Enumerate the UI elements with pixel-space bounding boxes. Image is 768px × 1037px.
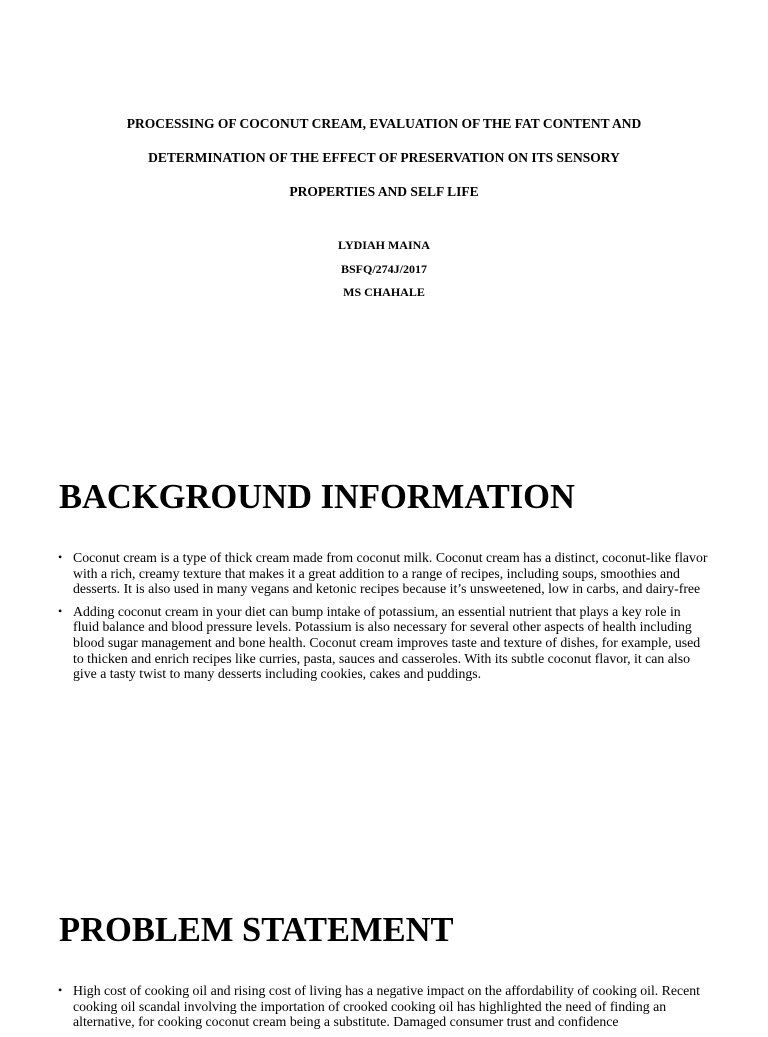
list-item — [58, 550, 708, 597]
document-title — [60, 114, 708, 216]
author-name: LYDIAH MAINA — [338, 238, 430, 252]
list-item — [58, 604, 708, 682]
author-block — [60, 237, 708, 308]
list-item-text: Coconut cream is a type of thick cream made from coconut milk. Coconut cream has a distinct, coconut-like flavor with a rich, creamy texture that makes it a great addition to a range of recipes, including soups, smoothies and desserts. It is also used in many vegans and ketonic recipes because it’s unsweetened, low in carbs, and dairy-free — [73, 550, 708, 597]
list-item-text: Adding coconut cream in your diet can bump intake of potassium, an essential nutrient that plays a key role in fluid balance and blood pressure levels. Potassium is also necessary for several other aspects of health including blood sugar management and bone health. Coconut cream improves taste and texture of dishes, for example, used to thicken and enrich recipes like curries, pasta, sauces and casseroles. With its subtle coconut flavor, it can also give a tasty twist to many desserts including cookies, cakes and puddings. — [73, 603, 701, 682]
registration-number: BSFQ/274J/2017 — [340, 261, 427, 276]
title-line-2: DETERMINATION OF THE EFFECT OF PRESERVATION ON ITS SENSORY — [148, 150, 620, 165]
background-bullet-list — [58, 550, 708, 689]
bullet-icon: • — [58, 603, 63, 618]
title-line-1: PROCESSING OF COCONUT CREAM, EVALUATION OF THE FAT CONTENT AND — [126, 116, 642, 131]
problem-statement-heading: PROBLEM STATEMENT — [59, 911, 454, 949]
list-item-text: High cost of cooking oil and rising cost of living has a negative impact on the affordability of cooking oil. Recent cooking oil scandal involving the importation of crooked cooking oil has highlighted the need of finding an alternative, for cooking coconut cream being a substitute. Damaged consumer trust and confidence — [73, 983, 700, 1030]
list-item — [58, 983, 708, 1030]
problem-bullet-list — [58, 983, 708, 1037]
supervisor-name: MS CHAHALE — [343, 285, 425, 299]
bullet-icon: • — [58, 983, 63, 997]
title-line-3: PROPERTIES AND SELF LIFE — [289, 184, 479, 199]
background-heading: BACKGROUND INFORMATION — [59, 478, 575, 516]
bullet-icon: • — [58, 550, 63, 564]
